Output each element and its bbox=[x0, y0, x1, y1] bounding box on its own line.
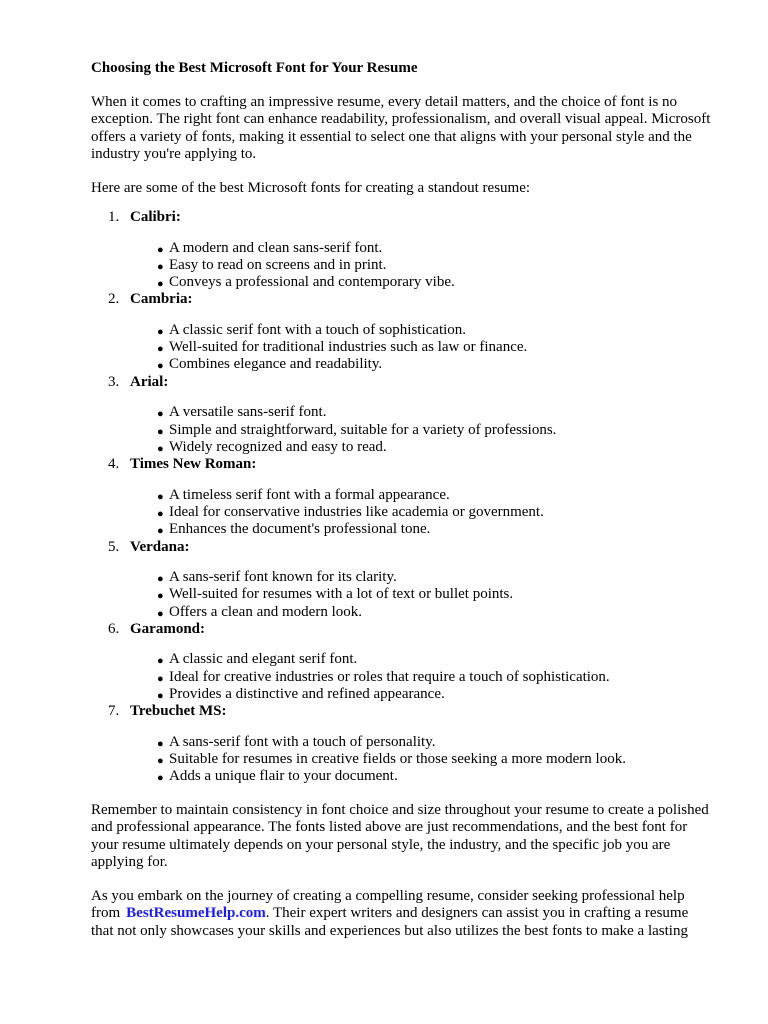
list-item-heading bbox=[91, 539, 712, 557]
bullet-icon: ● bbox=[157, 573, 164, 586]
list-item-heading bbox=[91, 209, 712, 227]
bullet-item bbox=[157, 487, 712, 504]
bullet-list bbox=[91, 404, 712, 456]
intro-paragraph: When it comes to crafting an impressive resume, every detail matters, and the choice of font is no exception. The right font can enhance readability, professionalism, and overall visual appeal. Microsoft offers a variety of fonts, making it essential to select one that aligns with your personal style and the industry you're applying to. bbox=[91, 93, 711, 162]
bullet-icon: ● bbox=[157, 260, 164, 273]
list-item-font-name: Times New Roman: bbox=[130, 456, 257, 473]
bullet-item bbox=[157, 422, 712, 439]
bullet-item bbox=[157, 257, 712, 274]
bullet-item bbox=[157, 768, 712, 785]
bullet-item bbox=[157, 651, 712, 668]
bullet-item bbox=[157, 504, 712, 521]
list-item bbox=[91, 209, 712, 291]
bullet-icon: ● bbox=[157, 490, 164, 503]
bullet-icon: ● bbox=[157, 690, 164, 703]
list-item bbox=[91, 456, 712, 538]
list-item-number: 7. bbox=[108, 703, 120, 720]
bullet-text: Widely recognized and easy to read. bbox=[169, 438, 387, 455]
bullet-text: A classic and elegant serif font. bbox=[169, 651, 358, 668]
bullet-icon: ● bbox=[157, 408, 164, 421]
bullet-item bbox=[157, 439, 712, 456]
bullet-list bbox=[91, 734, 712, 786]
bullet-icon: ● bbox=[157, 672, 164, 685]
bullet-text: A versatile sans-serif font. bbox=[169, 404, 327, 421]
bullet-text: A modern and clean sans-serif font. bbox=[169, 239, 383, 256]
bullet-text: A sans-serif font with a touch of personality. bbox=[169, 733, 436, 750]
bullet-list bbox=[91, 569, 712, 621]
list-item-number: 5. bbox=[108, 538, 120, 555]
list-item bbox=[91, 374, 712, 456]
bullet-list bbox=[91, 322, 712, 374]
lead-in-paragraph: Here are some of the best Microsoft fonts for creating a standout resume: bbox=[91, 179, 531, 196]
list-item-font-name: Trebuchet MS: bbox=[130, 703, 227, 720]
bullet-icon: ● bbox=[157, 655, 164, 668]
bullet-item bbox=[157, 604, 712, 621]
final-paragraph bbox=[91, 888, 712, 941]
bullet-list bbox=[91, 240, 712, 292]
bullet-item bbox=[157, 586, 712, 603]
bullet-text: Offers a clean and modern look. bbox=[169, 603, 362, 620]
bullet-icon: ● bbox=[157, 343, 164, 356]
bullet-icon: ● bbox=[157, 525, 164, 538]
bullet-item bbox=[157, 339, 712, 356]
bullet-list bbox=[91, 651, 712, 703]
list-item bbox=[91, 291, 712, 373]
bullet-text: Ideal for conservative industries like academia or government. bbox=[169, 503, 544, 520]
bullet-text: Suitable for resumes in creative fields or those seeking a more modern look. bbox=[169, 751, 626, 768]
bullet-icon: ● bbox=[157, 360, 164, 373]
bullet-item bbox=[157, 240, 712, 257]
list-item-number: 2. bbox=[108, 291, 120, 308]
list-item-number: 6. bbox=[108, 620, 120, 637]
bullet-text: Combines elegance and readability. bbox=[169, 356, 383, 373]
bullet-text: Easy to read on screens and in print. bbox=[169, 256, 387, 273]
bullet-item bbox=[157, 569, 712, 586]
bullet-item bbox=[157, 322, 712, 339]
list-item-font-name: Cambria: bbox=[130, 291, 193, 308]
bullet-text: Ideal for creative industries or roles that require a touch of sophistication. bbox=[169, 668, 610, 685]
bullet-icon: ● bbox=[157, 607, 164, 620]
list-item-font-name: Arial: bbox=[130, 373, 169, 390]
bullet-item bbox=[157, 404, 712, 421]
font-list bbox=[91, 209, 712, 786]
list-item-font-name: Verdana: bbox=[130, 538, 190, 555]
list-item-font-name: Calibri: bbox=[130, 209, 181, 225]
best-resume-help-link[interactable]: BestResumeHelp.com bbox=[126, 905, 266, 922]
bullet-text: A classic serif font with a touch of sophistication. bbox=[169, 321, 467, 338]
bullet-text: Enhances the document's professional tone. bbox=[169, 521, 431, 538]
bullet-text: Conveys a professional and contemporary vibe. bbox=[169, 274, 455, 291]
final-paragraph-text-after-link: . Their expert writers and designers can assist you in crafting a resume that not only showcases your skills and experiences but also utilizes the best fonts to make a lasting bbox=[91, 905, 689, 939]
list-item-font-name: Garamond: bbox=[130, 620, 205, 637]
list-item-heading bbox=[91, 621, 712, 639]
list-item-heading bbox=[91, 291, 712, 309]
final-paragraph-text-before-link: As you embark on the journey of creating a compelling resume, consider seeking professional help from bbox=[91, 887, 685, 922]
bullet-item bbox=[157, 751, 712, 768]
list-item-number: 4. bbox=[108, 456, 120, 473]
bullet-text: Well-suited for traditional industries such as law or finance. bbox=[169, 339, 528, 356]
bullet-icon: ● bbox=[157, 590, 164, 603]
bullet-item bbox=[157, 521, 712, 538]
bullet-item bbox=[157, 274, 712, 291]
bullet-text: A timeless serif font with a formal appearance. bbox=[169, 486, 450, 503]
document-title: Choosing the Best Microsoft Font for Your Resume bbox=[91, 60, 418, 76]
list-item bbox=[91, 539, 712, 621]
bullet-icon: ● bbox=[157, 507, 164, 520]
bullet-icon: ● bbox=[157, 737, 164, 750]
bullet-item bbox=[157, 669, 712, 686]
list-item bbox=[91, 621, 712, 703]
list-item-heading bbox=[91, 703, 712, 721]
bullet-icon: ● bbox=[157, 755, 164, 768]
bullet-text: Well-suited for resumes with a lot of text or bullet points. bbox=[169, 586, 514, 603]
bullet-text: Simple and straightforward, suitable for a variety of professions. bbox=[169, 421, 557, 438]
list-item-heading bbox=[91, 456, 712, 474]
bullet-icon: ● bbox=[157, 442, 164, 455]
bullet-icon: ● bbox=[157, 243, 164, 256]
bullet-item bbox=[157, 356, 712, 373]
bullet-list bbox=[91, 487, 712, 539]
bullet-icon: ● bbox=[157, 325, 164, 338]
list-item-number: 1. bbox=[108, 209, 120, 225]
bullet-text: A sans-serif font known for its clarity. bbox=[169, 569, 397, 586]
closing-paragraph: Remember to maintain consistency in font choice and size throughout your resume to create a polished and professional appearance. The fonts listed above are just recommendations, and the best font for your resume ultimately depends on your personal style, the industry, and the specific job you are applying for. bbox=[91, 801, 709, 871]
list-item-number: 3. bbox=[108, 373, 120, 390]
list-item bbox=[91, 703, 712, 785]
list-item-heading bbox=[91, 374, 712, 392]
bullet-item bbox=[157, 734, 712, 751]
bullet-icon: ● bbox=[157, 425, 164, 438]
bullet-icon: ● bbox=[157, 278, 164, 291]
bullet-text: Adds a unique flair to your document. bbox=[169, 768, 398, 785]
bullet-icon: ● bbox=[157, 772, 164, 785]
bullet-text: Provides a distinctive and refined appearance. bbox=[169, 686, 445, 703]
bullet-item bbox=[157, 686, 712, 703]
